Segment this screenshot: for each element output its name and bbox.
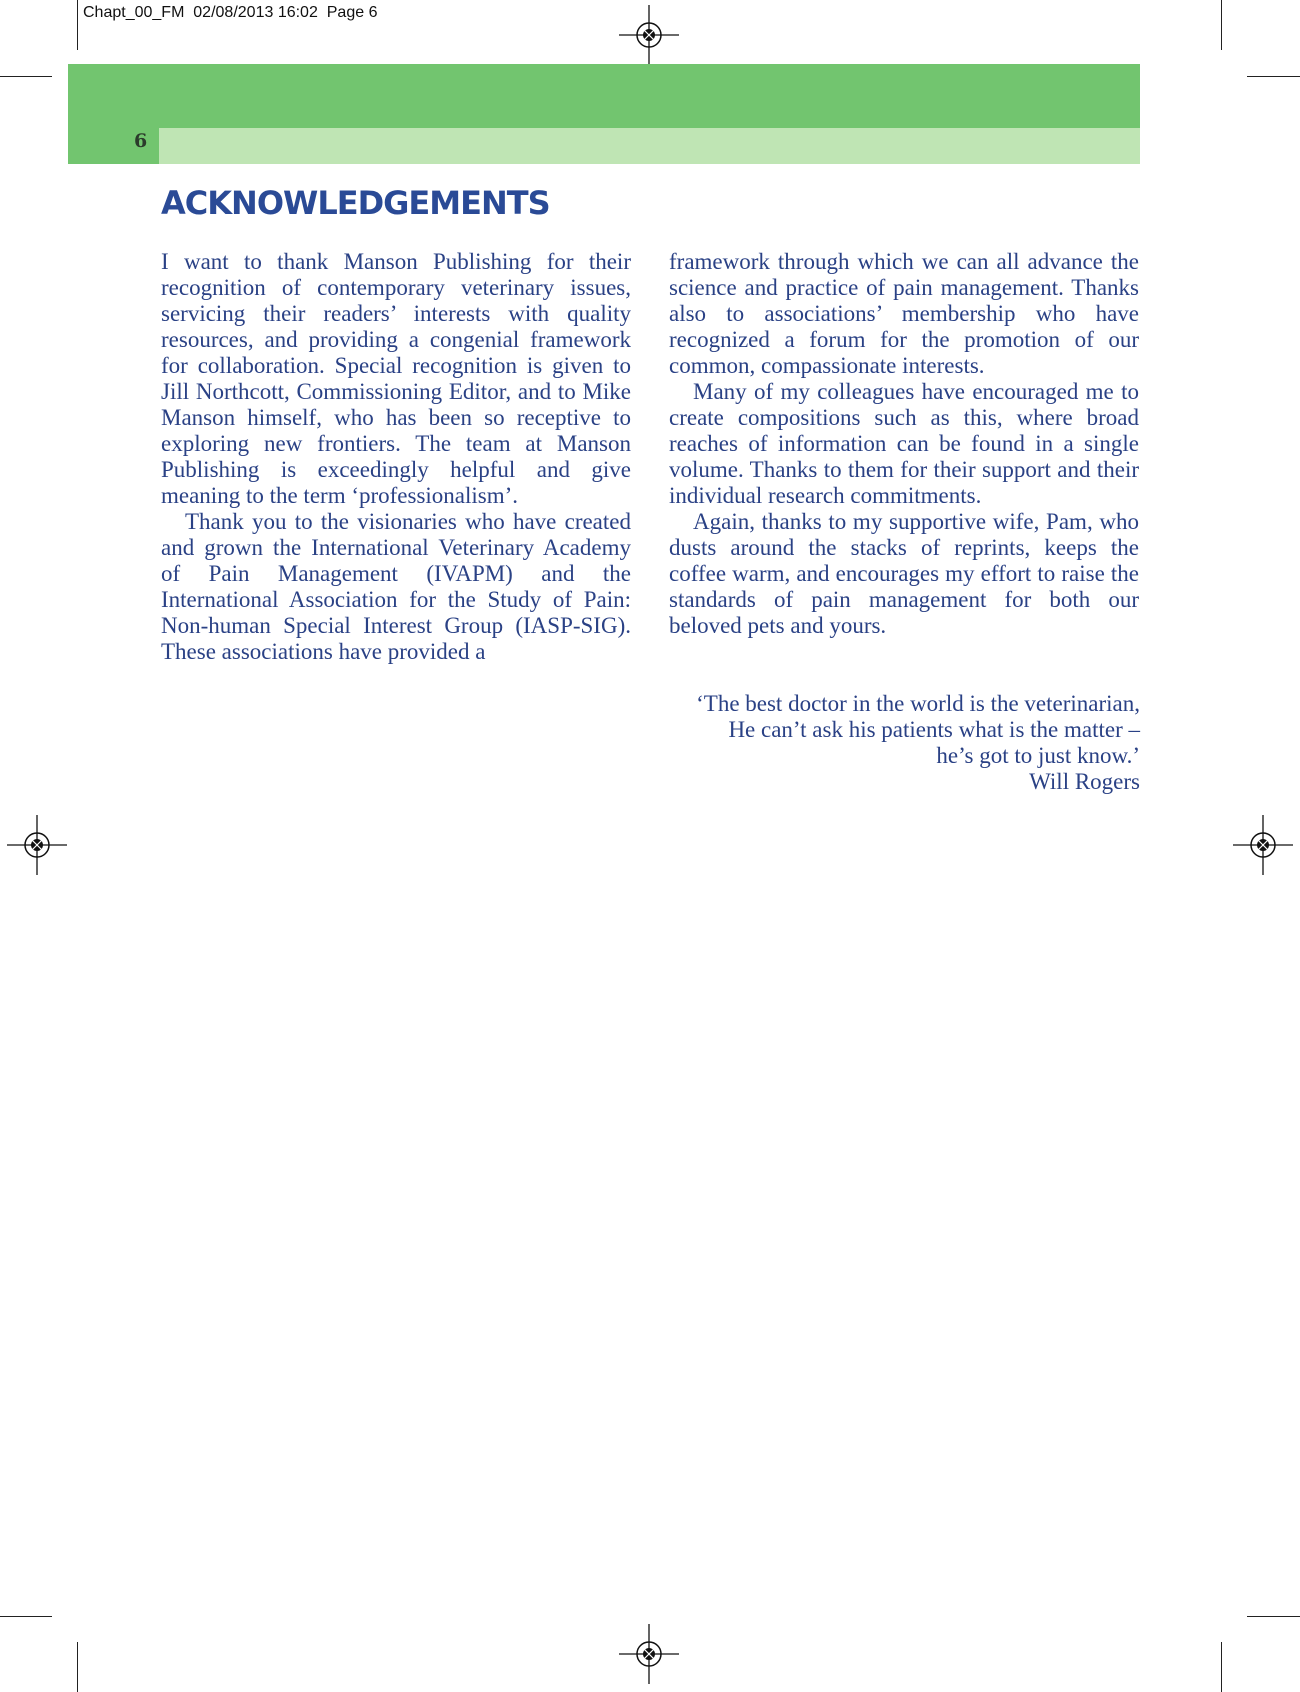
crop-mark-bottom-left-horizontal	[0, 1616, 52, 1617]
left-column	[161, 249, 631, 665]
crop-mark-top-right-horizontal	[1247, 76, 1300, 77]
quote-attribution: Will Rogers	[1029, 769, 1140, 794]
paragraph: Again, thanks to my supportive wife, Pam, who dusts around the stacks of reprints, keeps the coffee warm, and encourages my effort to raise the standards of pain management for both our beloved pets and yours.	[669, 509, 1139, 638]
quote-line: ‘The best doctor in the world is the veterinarian,	[696, 691, 1140, 716]
header-band	[68, 64, 1140, 128]
quote-line: he’s got to just know.’	[936, 743, 1140, 768]
epigraph-quote	[610, 691, 1140, 795]
crop-mark-bottom-left-vertical	[77, 1642, 78, 1692]
crop-mark-top-right-vertical	[1221, 0, 1222, 50]
page-title: ACKNOWLEDGEMENTS	[161, 184, 550, 222]
registration-mark-icon	[619, 1624, 679, 1684]
crop-mark-top-left-vertical	[77, 0, 78, 50]
crop-mark-top-left-horizontal	[0, 76, 52, 77]
slug-date: 02/08/2013	[193, 4, 274, 21]
header-band-light	[159, 128, 1140, 164]
page-number: 6	[134, 130, 148, 152]
slug-file: Chapt_00_FM	[83, 4, 185, 21]
registration-mark-icon	[619, 5, 679, 65]
crop-mark-bottom-right-vertical	[1221, 1642, 1222, 1692]
quote-line: He can’t ask his patients what is the matter –	[728, 717, 1140, 742]
registration-mark-icon	[1233, 815, 1293, 875]
slug-time: 16:02	[277, 4, 318, 21]
right-column	[669, 249, 1139, 639]
registration-mark-icon	[7, 815, 67, 875]
slug-page-label: Page 6	[326, 4, 378, 21]
paragraph: framework through which we can all advance the science and practice of pain management. Thanks also to associations’ membership who have recognized a forum for the promotion of our common, compassionate interests.	[669, 249, 1139, 378]
paragraph: I want to thank Manson Publishing for their recognition of contemporary veterinary issues, servicing their readers’ interests with quality resources, and providing a congenial framework for collaboration. Special recognition is given to Jill Northcott, Commissioning Editor, and to Mike Manson himself, who has been so receptive to exploring new frontiers. The team at Manson Publishing is exceedingly helpful and give meaning to the term ‘professionalism’.	[161, 249, 631, 508]
crop-mark-bottom-right-horizontal	[1247, 1616, 1300, 1617]
printer-slug	[83, 4, 377, 22]
paragraph: Thank you to the visionaries who have created and grown the International Veterinary Academy of Pain Management (IVAPM) and the International Association for the Study of Pain: Non-human Special Interest Group (IASP-SIG). These associations have provided a	[161, 509, 631, 664]
paragraph: Many of my colleagues have encouraged me to create compositions such as this, where broad reaches of information can be found in a single volume. Thanks to them for their support and their individual research commitments.	[669, 379, 1139, 508]
